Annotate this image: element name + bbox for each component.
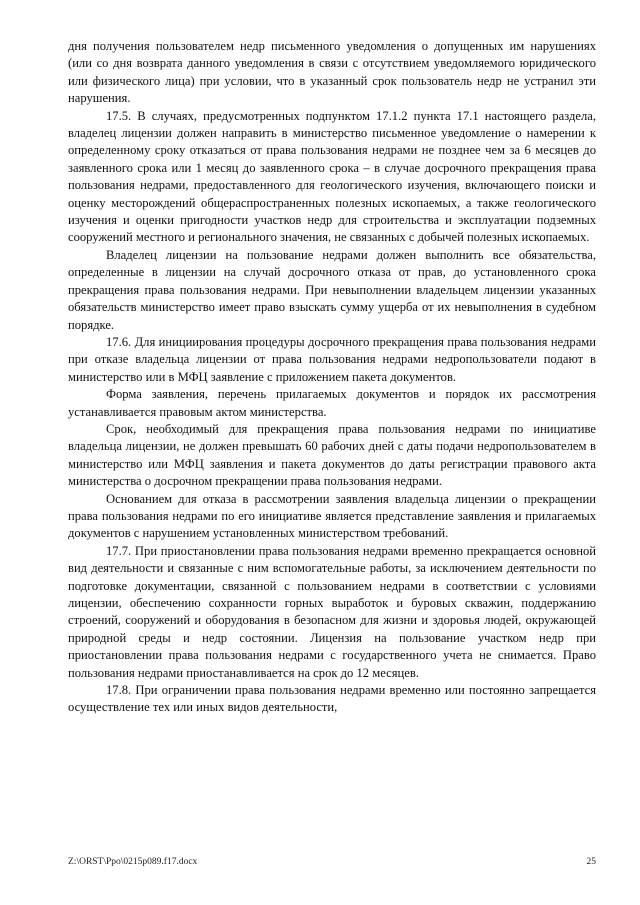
page-number: 25 — [586, 857, 596, 867]
paragraph-refusal-grounds: Основанием для отказа в рассмотрении заявления владельца лицензии о прекращении права пользования недрами по его инициативе является представление заявления и прилагаемых документов с нарушением установленных министерством требований. — [68, 491, 596, 541]
paragraph-17-6: 17.6. Для инициирования процедуры досрочного прекращения права пользования недрами при отказе владельца лицензии от права пользования недрами недропользователи подают в министерство или в МФЦ заявление с приложением пакета документов. — [68, 334, 596, 384]
footer-file-path: Z:\ORST\Ppo\0215p089.f17.docx — [68, 857, 198, 867]
paragraph-17-5: 17.5. В случаях, предусмотренных подпунктом 17.1.2 пункта 17.1 настоящего раздела, владелец лицензии должен направить в министерство письменное уведомление о намерении к определенному сроку отказаться от права пользования недрами не позднее чем за 6 месяцев до заявленного срока или 1 месяц до заявленного срока – в случае досрочного прекращения права пользования недрами, предоставленного для геологического изучения, включающего поиски и оценку месторождений общераспространенных полезных ископаемых, а также геологического изучения и оценки пригодности участков недр для строительства и эксплуатации подземных сооружений местного и регионального значения, не связанных с добычей полезных ископаемых. — [68, 108, 596, 245]
paragraph-application-form: Форма заявления, перечень прилагаемых документов и порядок их рассмотрения устанавливается правовым актом министерства. — [68, 387, 596, 419]
paragraph-1: дня получения пользователем недр письменного уведомления о допущенных им нарушениях (или со дня возврата данного уведомления в связи с отсутствием уведомляемого юридического или физического лица) при условии, что в указанный срок пользователь недр не устранил эти нарушения. — [68, 39, 596, 106]
paragraph-termination-term: Срок, необходимый для прекращения права пользования недрами по инициативе владельца лицензии, не должен превышать 60 рабочих дней с даты подачи недропользователем в министерство или МФЦ заявления и пакета документов до даты регистрации правового акта министерства о досрочном прекращении права пользования недрами. — [68, 421, 596, 489]
paragraph-17-7: 17.7. При приостановлении права пользования недрами временно прекращается основной вид деятельности и связанные с ним вспомогательные работы, за исключением деятельности по подготовке документации, связанной с пользованием недрами в соответствии с условиями лицензии, обеспечению сохранности горных выработок и буровых скважин, поддержанию строений, сооружений и оборудования в безопасном для жизни и здоровья людей, окружающей природной среды и недр состоянии. Лицензия на пользование участком недр при приостановлении права пользования недрами с государственного учета не снимается. Право пользования недрами приостанавливается на срок до 12 месяцев. — [68, 543, 596, 680]
paragraph-17-8: 17.8. При ограничении права пользования недрами временно или постоянно запрещается осуществление тех или иных видов деятельности, — [68, 683, 596, 715]
document-body — [68, 38, 596, 717]
paragraph-license-owner-obligations: Владелец лицензии на пользование недрами должен выполнить все обязательства, определенные в лицензии на случай досрочного отказа от прав, до установленного срока прекращения права пользования недрами. При невыполнении владельцем лицензии указанных обязательств министерство имеет право взыскать сумму ущерба от их невыполнения в судебном порядке. — [68, 247, 596, 332]
